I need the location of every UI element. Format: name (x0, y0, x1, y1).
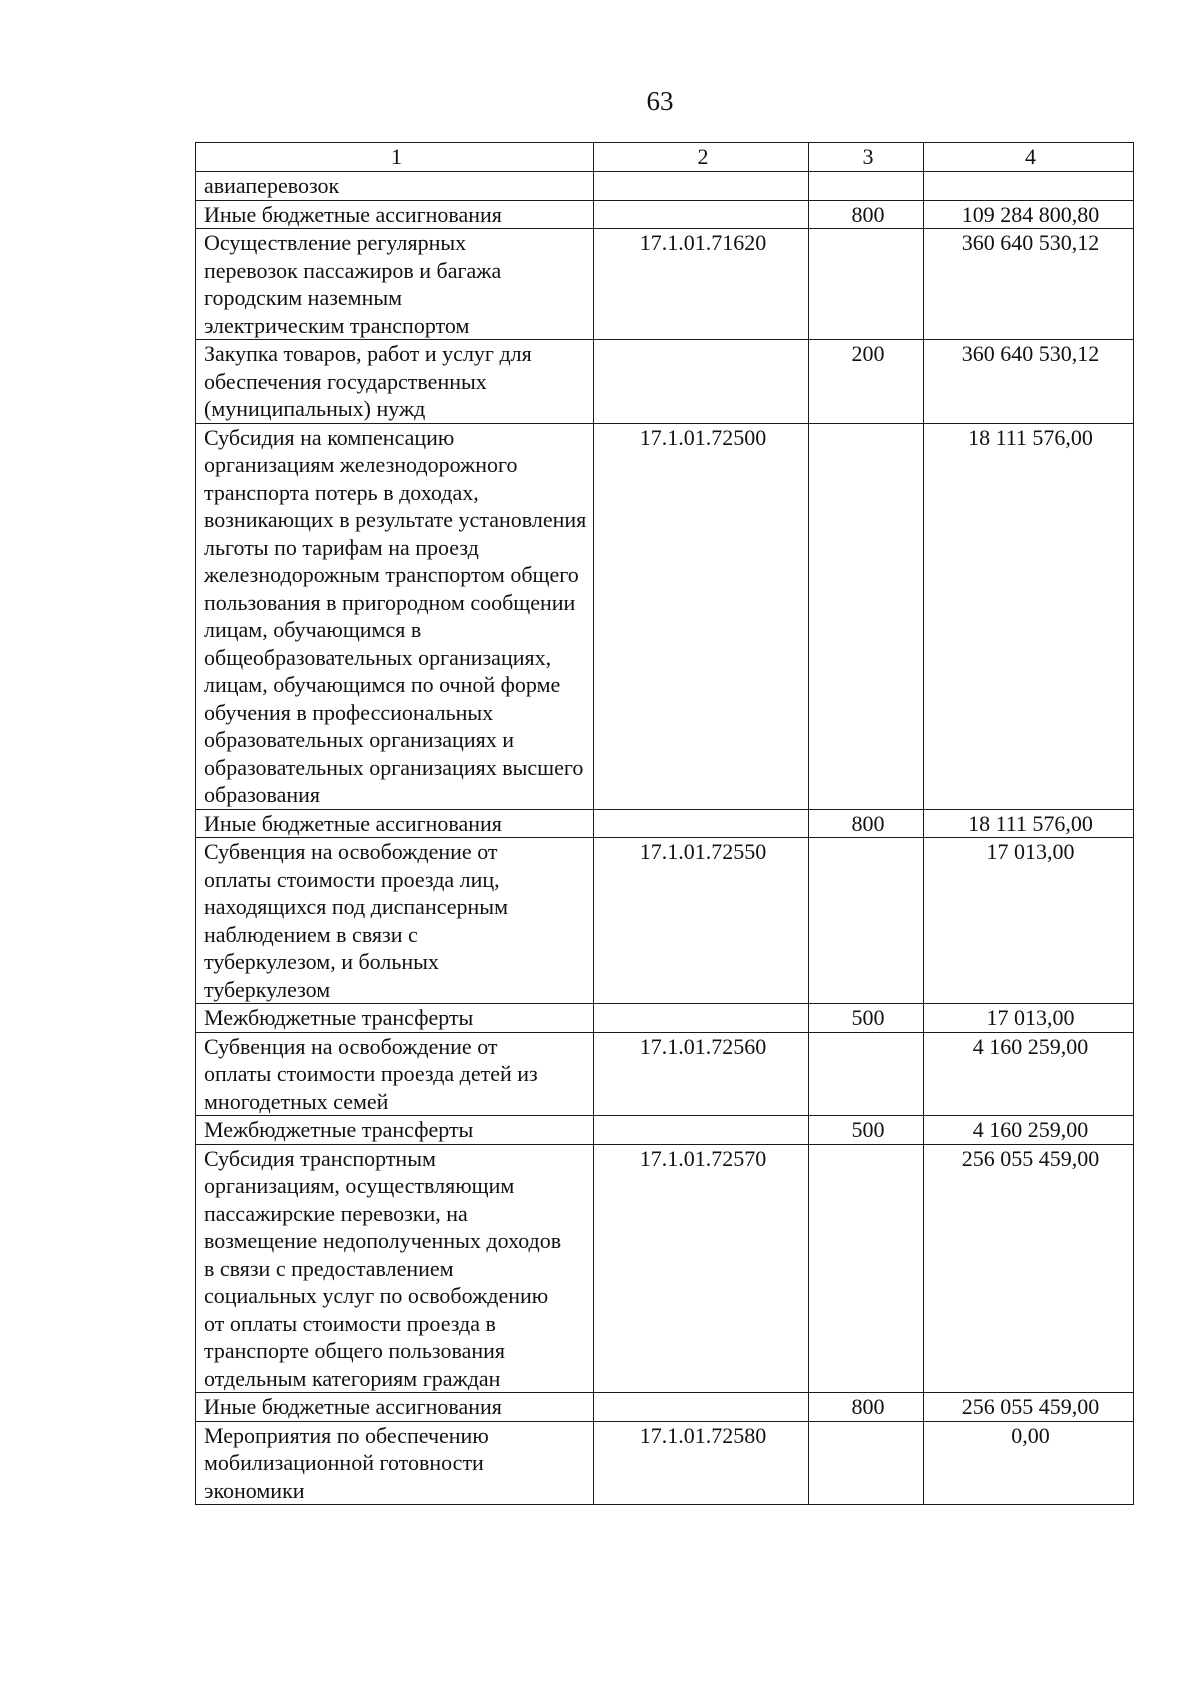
type-cell (809, 423, 924, 809)
code-cell-text: 17.1.01.72550 (639, 839, 767, 864)
amount-cell-text: 18 111 576,00 (968, 810, 1093, 836)
page-number: 63 (646, 86, 674, 116)
code-cell (594, 423, 809, 809)
amount-cell-text: 4 160 259,00 (972, 1033, 1089, 1059)
table-row (196, 1004, 1134, 1033)
header-cell: 2 (594, 143, 809, 172)
name-cell-text: авиаперевозок (204, 173, 340, 198)
amount-cell (924, 340, 1134, 424)
amount-cell-text: 18 111 576,00 (968, 424, 1093, 450)
table-row (196, 1421, 1134, 1505)
amount-cell-text: 0,00 (1011, 1422, 1050, 1448)
type-cell (809, 200, 924, 229)
table-row (196, 200, 1134, 229)
header-cell: 1 (196, 143, 594, 172)
type-cell-text: 200 (851, 341, 885, 366)
amount-cell (924, 1421, 1134, 1505)
type-cell (809, 1393, 924, 1422)
amount-cell-text: 109 284 800,80 (961, 201, 1100, 227)
amount-cell-text: 360 640 530,12 (961, 341, 1100, 366)
name-cell-text: Иные бюджетные ассигнования (204, 810, 502, 836)
budget-table (195, 142, 1134, 1505)
name-cell-text: Осуществление регулярных перевозок пассажиров и багажа городским наземным электрическим транспортом (204, 230, 502, 338)
code-cell (594, 200, 809, 229)
code-cell (594, 809, 809, 838)
amount-cell-text: 4 160 259,00 (972, 1117, 1089, 1142)
table-row (196, 229, 1134, 340)
name-cell (196, 340, 594, 424)
name-cell (196, 1144, 594, 1393)
amount-cell-text: 17 013,00 (986, 839, 1075, 864)
name-cell-text: Межбюджетные трансферты (204, 1117, 474, 1142)
code-cell (594, 1004, 809, 1033)
header-cell: 4 (924, 143, 1134, 172)
amount-cell (924, 229, 1134, 340)
amount-cell (924, 1116, 1134, 1145)
name-cell (196, 809, 594, 838)
type-cell-text: 800 (851, 1394, 885, 1419)
name-cell-text: Межбюджетные трансферты (204, 1005, 474, 1030)
type-cell (809, 838, 924, 1004)
name-cell-text: Субсидия транспортным организациям, осуществляющим пассажирские перевозки, на возмещение недополученных доходов в связи с предоставлением социальных услуг по освобождению от оплаты стоимости проезда в транспорте общего пользования отдельным категориям граждан (204, 1145, 562, 1391)
code-cell (594, 1421, 809, 1505)
table-row (196, 172, 1134, 201)
amount-cell-text: 17 013,00 (986, 1005, 1075, 1030)
table-row (196, 1393, 1134, 1422)
name-cell (196, 229, 594, 340)
type-cell-text: 500 (851, 1117, 885, 1142)
type-cell (809, 1032, 924, 1116)
name-cell-text: Иные бюджетные ассигнования (204, 201, 502, 227)
code-cell-text: 17.1.01.72500 (639, 424, 767, 450)
amount-cell (924, 838, 1134, 1004)
amount-cell (924, 1032, 1134, 1116)
name-cell (196, 1421, 594, 1505)
name-cell-text: Субсидия на компенсацию организациям железнодорожного транспорта потерь в доходах, возникающих в результате установления льготы по тарифам на проезд железнодорожным транспортом общего пользования в пригородном сообщении лицам, обучающимся в общеобразовательных организациях, лицам, обучающимся по очной форме обучения в профессиональных образовательных организациях и образовательных организациях высшего образования (204, 424, 587, 807)
amount-cell-text: 360 640 530,12 (961, 230, 1100, 255)
type-cell-text: 800 (851, 810, 885, 836)
amount-cell-text: 256 055 459,00 (961, 1394, 1100, 1419)
code-cell (594, 340, 809, 424)
table-row (196, 809, 1134, 838)
amount-cell (924, 172, 1134, 201)
code-cell (594, 1032, 809, 1116)
type-cell-text: 500 (851, 1005, 885, 1030)
name-cell (196, 172, 594, 201)
code-cell (594, 1144, 809, 1393)
type-cell (809, 1421, 924, 1505)
name-cell-text: Субвенция на освобождение от оплаты стоимости проезда лиц, находящихся под диспансерным наблюдением в связи с туберкулезом, и больных туберкулезом (204, 839, 508, 1002)
table-row (196, 1116, 1134, 1145)
table-row (196, 1144, 1134, 1393)
code-cell (594, 1116, 809, 1145)
code-cell-text: 17.1.01.71620 (639, 230, 767, 255)
type-cell (809, 229, 924, 340)
name-cell-text: Субвенция на освобождение от оплаты стоимости проезда детей из многодетных семей (204, 1033, 538, 1114)
code-cell (594, 1393, 809, 1422)
type-cell (809, 1144, 924, 1393)
name-cell (196, 200, 594, 229)
header-cell: 3 (809, 143, 924, 172)
amount-cell (924, 200, 1134, 229)
name-cell (196, 1116, 594, 1145)
name-cell (196, 423, 594, 809)
type-cell (809, 809, 924, 838)
code-cell (594, 172, 809, 201)
table-row (196, 340, 1134, 424)
name-cell-text: Закупка товаров, работ и услуг для обеспечения государственных (муниципальных) нужд (204, 341, 532, 421)
table-row (196, 423, 1134, 809)
type-cell-text: 800 (851, 201, 885, 227)
table-row (196, 838, 1134, 1004)
code-cell-text: 17.1.01.72580 (639, 1422, 767, 1448)
code-cell-text: 17.1.01.72560 (639, 1033, 767, 1059)
code-cell-text: 17.1.01.72570 (639, 1145, 767, 1171)
amount-cell (924, 809, 1134, 838)
type-cell (809, 340, 924, 424)
amount-cell (924, 1144, 1134, 1393)
code-cell (594, 229, 809, 340)
name-cell (196, 1032, 594, 1116)
table-header-row (196, 143, 1134, 172)
name-cell (196, 1393, 594, 1422)
name-cell (196, 838, 594, 1004)
code-cell (594, 838, 809, 1004)
amount-cell (924, 1393, 1134, 1422)
name-cell-text: Мероприятия по обеспечению мобилизационной готовности экономики (204, 1422, 489, 1503)
type-cell (809, 172, 924, 201)
name-cell-text: Иные бюджетные ассигнования (204, 1394, 502, 1419)
amount-cell (924, 1004, 1134, 1033)
amount-cell-text: 256 055 459,00 (961, 1145, 1100, 1171)
type-cell (809, 1116, 924, 1145)
amount-cell (924, 423, 1134, 809)
table-row (196, 1032, 1134, 1116)
name-cell (196, 1004, 594, 1033)
type-cell (809, 1004, 924, 1033)
